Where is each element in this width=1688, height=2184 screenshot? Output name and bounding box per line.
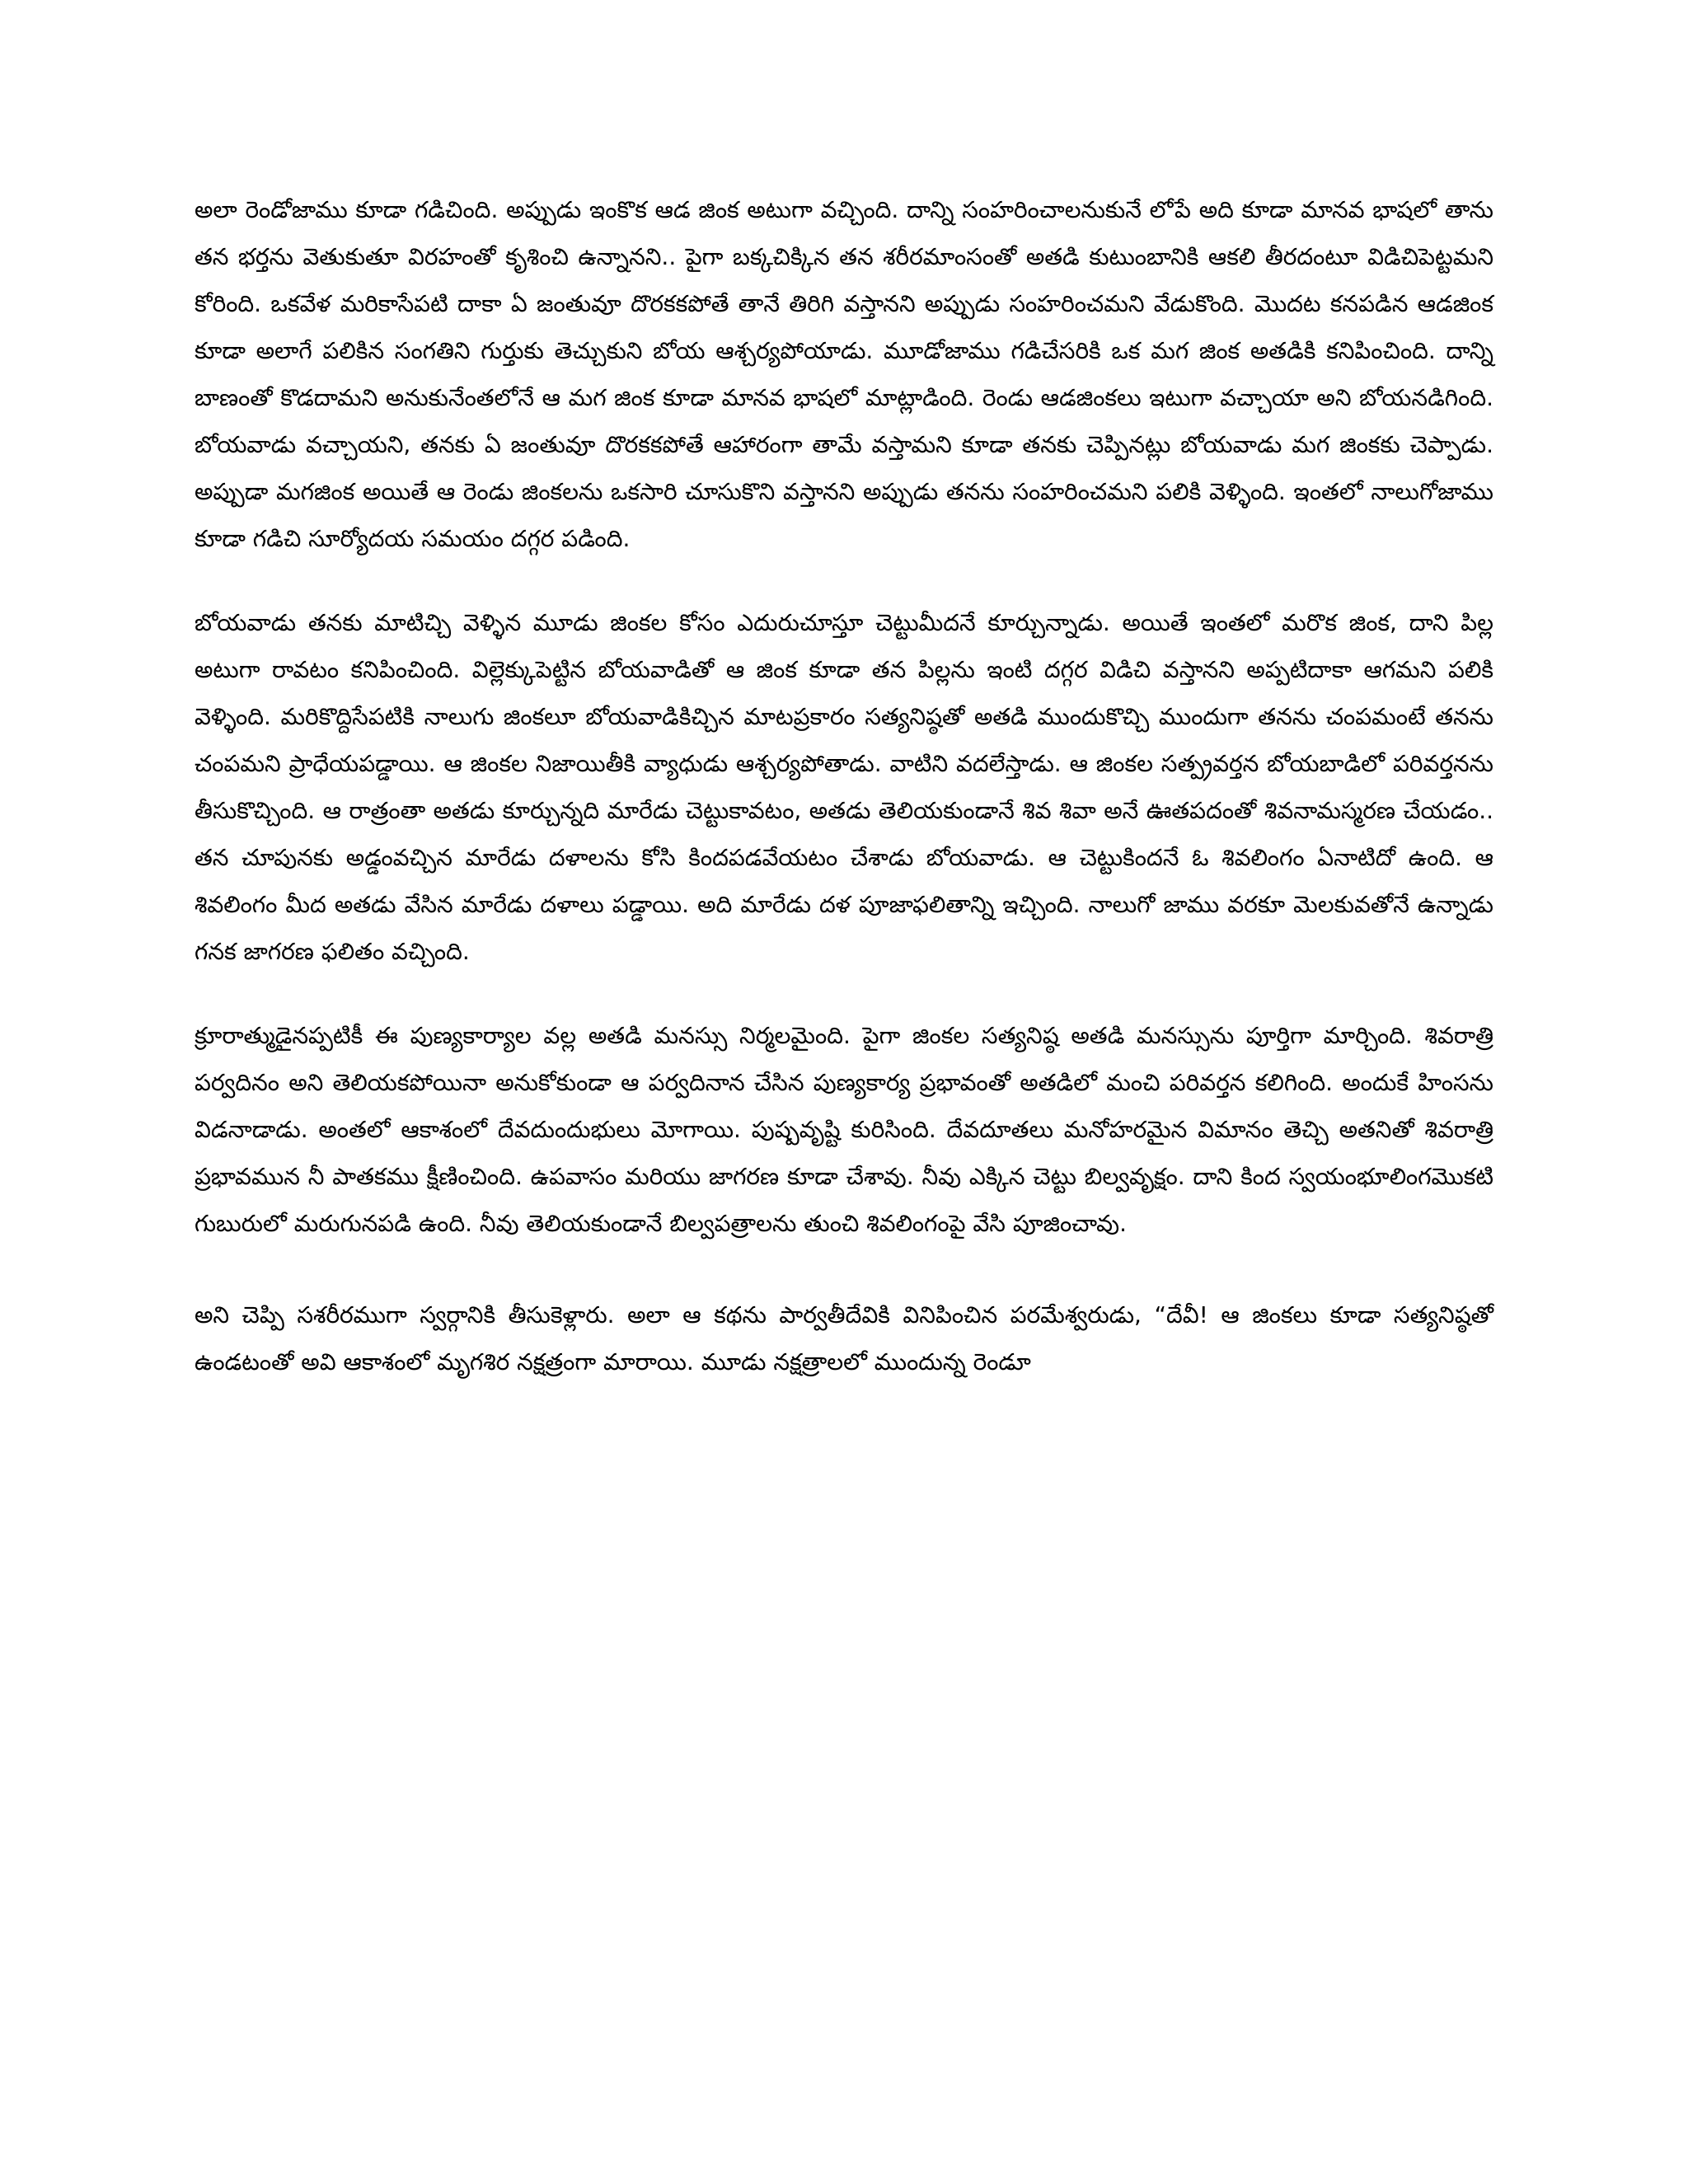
paragraph-4: అని చెప్పి సశరీరముగా స్వర్గానికి తీసుకెళ్లారు. అలా ఆ కథను పార్వతీదేవికి వినిపించిన పరమేశ్వరుడు, “దేవీ! ఆ జింకలు కూడా సత్యనిష్ఠతో ఉండటంతో అవి ఆకాశంలో మృగశిర నక్షత్రంగా మారాయి. మూడు నక్షత్రాలలో ముందున్న రెండూ [195, 1301, 1493, 1376]
document-body [195, 186, 1493, 1385]
paragraph-2: బోయవాడు తనకు మాటిచ్చి వెళ్ళిన మూడు జింకల కోసం ఎదురుచూస్తూ చెట్టుమీదనే కూర్చున్నాడు. అయితే ఇంతలో మరొక జింక, దాని పిల్ల అటుగా రావటం కనిపించింది. విల్లెక్కుపెట్టిన బోయవాడితో ఆ జింక కూడా తన పిల్లను ఇంటి దగ్గర విడిచి వస్తానని అప్పటిదాకా ఆగమని పలికి వెళ్ళింది. మరికొద్దిసేపటికి నాలుగు జింకలూ బోయవాడికిచ్చిన మాటప్రకారం సత్యనిష్ఠతో అతడి ముందుకొచ్చి ముందుగా తనను చంపమంటే తనను చంపమని ప్రాధేయపడ్డాయి. ఆ జింకల నిజాయితీకి వ్యాధుడు ఆశ్చర్యపోతాడు. వాటిని వదలేస్తాడు. ఆ జింకల సత్ప్రవర్తన బోయబాడిలో పరివర్తనను తీసుకొచ్చింది. ఆ రాత్రంతా అతడు కూర్చున్నది మారేడు చెట్టుకావటం, అతడు తెలియకుండానే శివ శివా అనే ఊతపదంతో శివనామస్మరణ చేయడం.. తన చూపునకు అడ్డంవచ్చిన మారేడు దళాలను కోసి కిందపడవేయటం చేశాడు బోయవాడు. ఆ చెట్టుకిందనే ఓ శివలింగం ఏనాటిదో ఉంది. ఆ శివలింగం మీద అతడు వేసిన మారేడు దళాలు పడ్డాయి. అది మారేడు దళ పూజాఫలితాన్ని ఇచ్చింది. నాలుగో జాము వరకూ మెలకువతోనే ఉన్నాడు గనక జాగరణ ఫలితం వచ్చింది. [195, 609, 1493, 965]
paragraph-1: అలా రెండోజాము కూడా గడిచింది. అప్పుడు ఇంకొక ఆడ జింక అటుగా వచ్చింది. దాన్ని సంహరించాలనుకునే లోపే అది కూడా మానవ భాషలో తాను తన భర్తను వెతుకుతూ విరహంతో కృశించి ఉన్నానని.. పైగా బక్కచిక్కిన తన శరీరమాంసంతో అతడి కుటుంబానికి ఆకలి తీరదంటూ విడిచిపెట్టమని కోరింది. ఒకవేళ మరికాసేపటి దాకా ఏ జంతువూ దొరకకపోతే తానే తిరిగి వస్తానని అప్పుడు సంహరించమని వేడుకొంది. మొదట కనపడిన ఆడజింక కూడా అలాగే పలికిన సంగతిని గుర్తుకు తెచ్చుకుని బోయ ఆశ్చర్యపోయాడు. మూడోజాము గడిచేసరికి ఒక మగ జింక అతడికి కనిపించింది. దాన్ని బాణంతో కొడదామని అనుకునేంతలోనే ఆ మగ జింక కూడా మానవ భాషలో మాట్లాడింది. రెండు ఆడజింకలు ఇటుగా వచ్చాయా అని బోయనడిగింది. బోయవాడు వచ్చాయని, తనకు ఏ జంతువూ దొరకకపోతే ఆహారంగా తామే వస్తామని కూడా తనకు చెప్పినట్లు బోయవాడు మగ జింకకు చెప్పాడు. అప్పుడా మగజింక అయితే ఆ రెండు జింకలను ఒకసారి చూసుకొని వస్తానని అప్పుడు తనను సంహరించమని పలికి వెళ్ళింది. ఇంతలో నాలుగోజాము కూడా గడిచి సూర్యోదయ సమయం దగ్గర పడింది. [195, 196, 1493, 552]
paragraph-3: క్రూరాత్ముడైనప్పటికీ ఈ పుణ్యకార్యాల వల్ల అతడి మనస్సు నిర్మలమైంది. పైగా జింకల సత్యనిష్ఠ అతడి మనస్సును పూర్తిగా మార్చింది. శివరాత్రి పర్వదినం అని తెలియకపోయినా అనుకోకుండా ఆ పర్వదినాన చేసిన పుణ్యకార్య ప్రభావంతో అతడిలో మంచి పరివర్తన కలిగింది. అందుకే హింసను విడనాడాడు. అంతలో ఆకాశంలో దేవదుందుభులు మోగాయి. పుష్పవృష్టి కురిసింది. దేవదూతలు మనోహరమైన విమానం తెచ్చి అతనితో శివరాత్రి ప్రభావమున నీ పాతకము క్షీణించింది. ఉపవాసం మరియు జాగరణ కూడా చేశావు. నీవు ఎక్కిన చెట్టు బిల్వవృక్షం. దాని కింద స్వయంభూలింగమొకటి గుబురులో మరుగునపడి ఉంది. నీవు తెలియకుండానే బిల్వపత్రాలను తుంచి శివలింగంపై వేసి పూజించావు. [195, 1022, 1493, 1237]
